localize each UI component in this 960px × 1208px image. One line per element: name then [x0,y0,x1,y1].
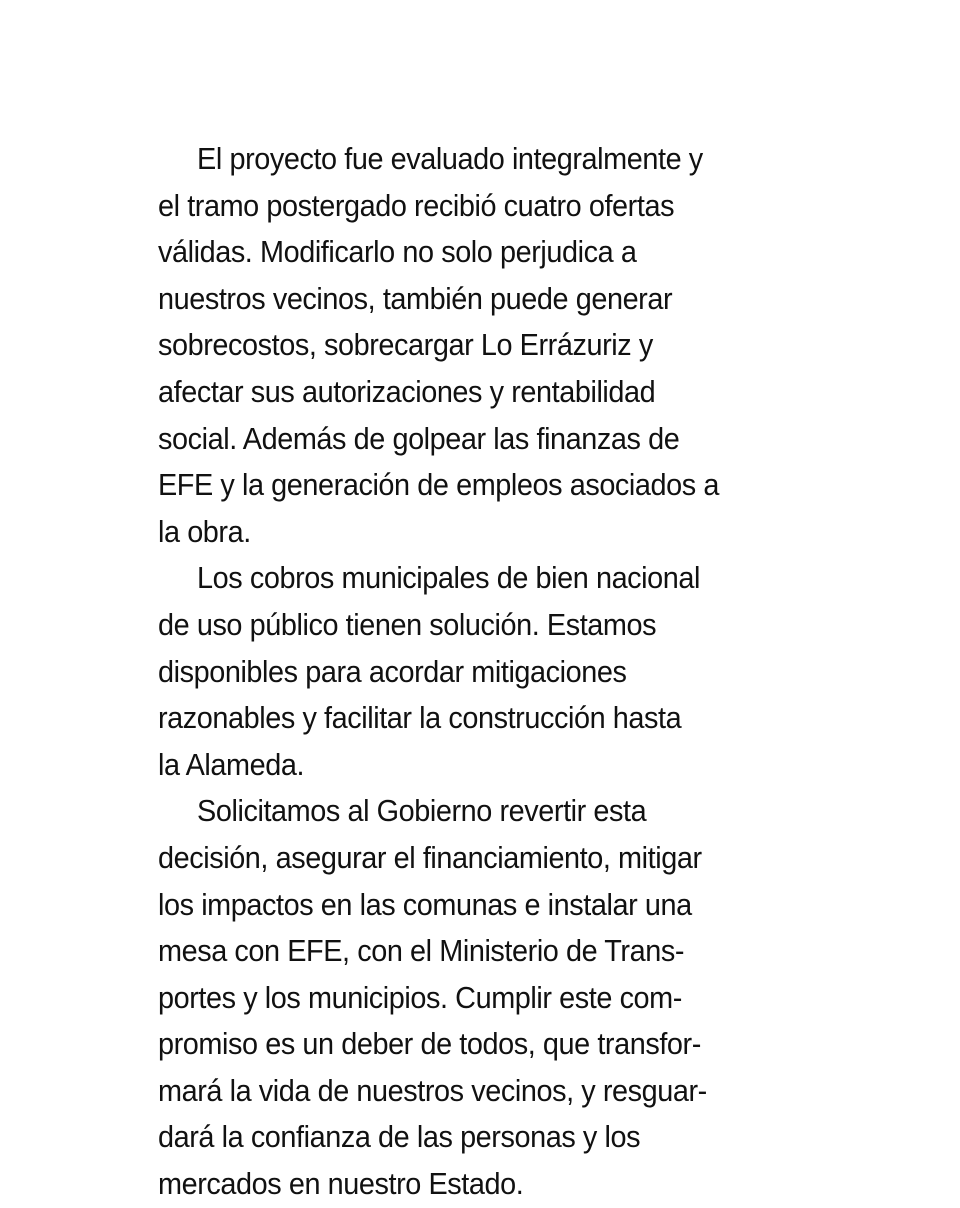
article-text-column [158,136,753,1208]
text-line: portes y los municipios. Cumplir este com- [158,979,682,1015]
text-line: mercados en nuestro Estado. [158,1166,524,1202]
text-line: El proyecto fue evaluado integralmente y [197,141,703,176]
text-line: válidas. Modificarlo no solo perjudica a [158,234,637,270]
text-line: la obra. [158,513,251,549]
text-line: razonables y facilitar la construcción hasta [158,700,682,736]
text-line: disponibles para acordar mitigaciones [158,653,627,689]
text-line: EFE y la generación de empleos asociados a [158,467,719,503]
text-line: mará la vida de nuestros vecinos, y resguar- [158,1072,707,1108]
paragraph-1 [158,136,753,555]
text-line: la Alameda. [158,746,305,782]
text-line: de uso público tienen solución. Estamos [158,606,657,642]
text-line: Los cobros municipales de bien nacional [197,560,701,596]
text-line: promiso es un deber de todos, que transfor- [158,1026,701,1062]
text-line: Solicitamos al Gobierno revertir esta [197,793,647,829]
text-line: decisión, asegurar el financiamiento, mitigar [158,839,702,875]
text-line: social. Además de golpear las finanzas de [158,420,680,456]
paragraph-3 [158,788,753,1207]
paragraph-2 [158,555,753,788]
text-line: sobrecostos, sobrecargar Lo Errázuriz y [158,327,653,363]
text-line: el tramo postergado recibió cuatro ofertas [158,187,675,223]
text-line: los impactos en las comunas e instalar una [158,886,692,922]
text-line: nuestros vecinos, también puede generar [158,280,673,316]
text-line: mesa con EFE, con el Ministerio de Trans- [158,933,685,969]
text-line: dará la confianza de las personas y los [158,1119,641,1155]
text-line: afectar sus autorizaciones y rentabilidad [158,373,656,409]
